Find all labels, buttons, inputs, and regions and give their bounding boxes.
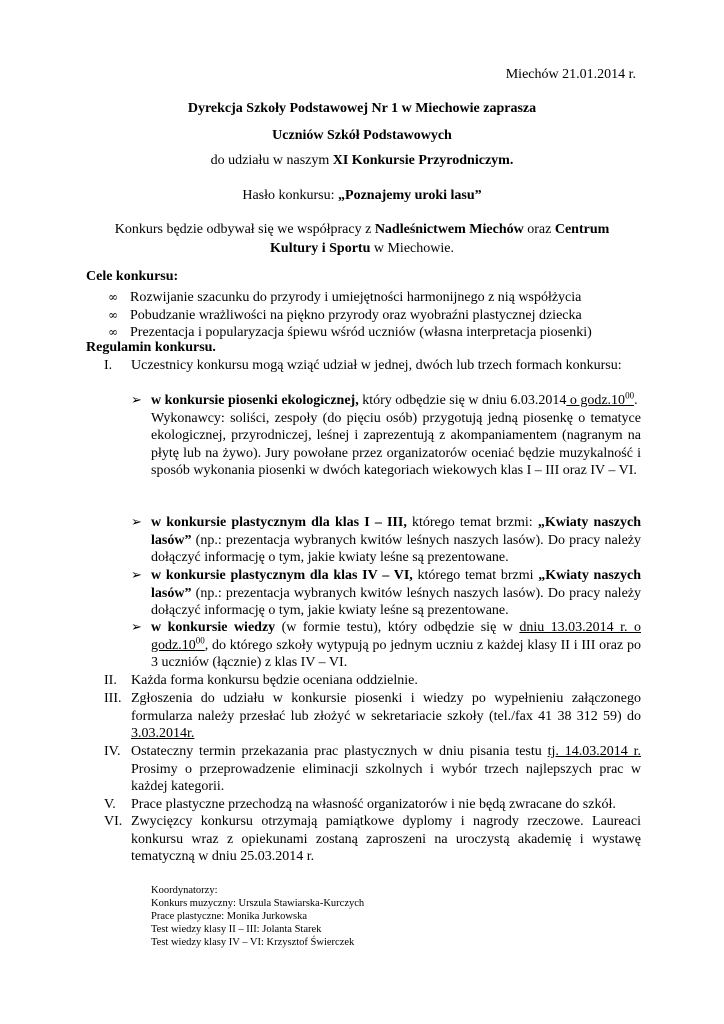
coordinator-item: Test wiedzy klasy IV – VI: Krzysztof Świerczek xyxy=(151,937,355,948)
rule-1-text xyxy=(131,357,641,375)
rule-4-body: Ostateczny termin przekazania prac plastycznych w dniu pisania testu xyxy=(131,744,548,759)
goals-heading: Cele konkursu: xyxy=(86,269,179,284)
arrow-bullet-icon: ➢ xyxy=(131,393,142,408)
art-4-6-topic: „Kwiaty naszych lasów” xyxy=(151,568,642,601)
knowledge-date-text: dniu 13.03.2014 r. o godz.10 xyxy=(151,620,641,653)
knowledge-text: (w formie testu), który odbędzie się w xyxy=(275,620,520,635)
rule-3-body: Zgłoszenia do udziału w konkursie piosenki i wiedzy po wypełnieniu załączonego formularza należy przesłać lub złożyć w sekretariacie szkoły (tel./fax 41 38 312 59) do xyxy=(131,691,641,724)
coop-text-2: oraz xyxy=(523,222,555,237)
invitation-line-3-text: do udziału w naszym xyxy=(210,153,333,168)
goal-text: Pobudzanie wrażliwości na piękno przyrody oraz wyobraźni plastycznej dziecka xyxy=(130,308,582,323)
goal-text: Rozwijanie szacunku do przyrody i umiejętności harmonijnego z nią współżycia xyxy=(130,290,582,305)
coordinator-item: Konkurs muzyczny: Urszula Stawiarska-Kurczych xyxy=(151,898,365,909)
motto-label: Hasło konkursu: xyxy=(242,188,339,203)
contest-name: XI Konkursie Przyrodniczym. xyxy=(332,153,514,168)
infinity-bullet-icon: ∞ xyxy=(108,290,118,304)
song-contest-details: Wykonawcy: soliści, zespoły (do pięciu osób) przygotują jedną piosenkę o tematyce ekologicznej, przyrodniczej, leśnej i zaprezentują z akompaniamentem (nagranym na płytę lub na żywo). Jury powołane przez organizatorów oceniać będzie muzykalność i sposób wykonania piosenki w dwóch kategoriach wiekowych klas I – III oraz IV – VI. xyxy=(151,410,641,478)
song-time-text: o godz.10 xyxy=(566,393,626,408)
goal-item xyxy=(108,323,592,341)
rule-number: I. xyxy=(104,358,113,373)
goal-item xyxy=(108,306,582,324)
rule-number: IV. xyxy=(104,744,121,759)
arrow-bullet-icon: ➢ xyxy=(131,620,142,635)
invitation-line-2: Uczniów Szkół Podstawowych xyxy=(272,128,452,143)
invitation-line-3 xyxy=(86,151,638,170)
registration-deadline: 3.03.2014r. xyxy=(131,726,195,741)
rules-heading: Regulamin konkursu. xyxy=(86,340,216,355)
rule-5-text: Prace plastyczne przechodzą na własność organizatorów i nie będą zwracane do szkół. xyxy=(131,797,616,812)
rule-number: II. xyxy=(104,673,117,688)
art-1-3-title: w konkursie plastycznym dla klas I – III, xyxy=(151,515,407,530)
art-4-6-text: którego temat brzmi xyxy=(412,568,539,583)
rule-number: III. xyxy=(104,691,122,706)
rule-1-body: Uczestnicy konkursu mogą wziąć udział w jednej, dwóch lub trzech formach konkursu: xyxy=(131,358,622,373)
motto-value: „Poznajemy uroki lasu” xyxy=(338,188,482,203)
arrow-bullet-icon: ➢ xyxy=(131,568,142,583)
coop-partner-2a: Centrum xyxy=(554,222,610,237)
coordinators-heading: Koordynatorzy: xyxy=(151,885,218,896)
contest-motto xyxy=(86,186,638,205)
rule-4-text xyxy=(131,743,641,796)
knowledge-time-sup: 00 xyxy=(195,634,205,645)
document-date: Miechów 21.01.2014 r. xyxy=(505,67,636,82)
rule-number: V. xyxy=(104,797,116,812)
contest-knowledge xyxy=(151,619,641,672)
coordinator-item: Prace plastyczne: Monika Jurkowska xyxy=(151,911,307,922)
coordinators-block xyxy=(151,884,364,949)
song-contest-time xyxy=(566,390,635,408)
coop-text-1: Konkurs będzie odbywał się we współpracy z xyxy=(114,222,375,237)
coordinator-item: Test wiedzy klasy II – III: Jolanta Starek xyxy=(151,924,322,935)
song-time-sup: 00 xyxy=(625,390,635,401)
art-deadline: tj. 14.03.2014 r. xyxy=(547,744,642,759)
goal-text: Prezentacja i popularyzacja śpiewu wśród uczniów (własna interpretacja piosenki) xyxy=(130,325,592,340)
cooperation-paragraph xyxy=(86,220,638,258)
song-contest-date: który odbędzie się w dniu 6.03.2014 xyxy=(358,393,567,408)
contest-art-1-3 xyxy=(151,514,641,567)
rule-3-text xyxy=(131,690,641,743)
rule-number: VI. xyxy=(104,814,123,829)
song-contest-title: w konkursie piosenki ekologicznej, xyxy=(151,393,359,408)
infinity-bullet-icon: ∞ xyxy=(108,308,118,322)
art-4-6-rest: (np.: prezentacja wybranych kwitów leśnych naszych lasów). Do pracy należy dołączyć informację o tym, jakie kwiaty leśne są prezentowane. xyxy=(151,585,641,618)
rule-4-rest: Prosimy o przeprowadzenie eliminacji szkolnych i wybór trzech najlepszych prac w każdej kategorii. xyxy=(131,761,641,794)
art-1-3-rest: (np.: prezentacja wybranych kwitów leśnych naszych lasów). Do pracy należy dołączyć informację o tym, jakie kwiaty leśne są prezentowane. xyxy=(151,532,641,565)
invitation-line-1: Dyrekcja Szkoły Podstawowej Nr 1 w Miechowie zaprasza xyxy=(187,101,537,116)
art-1-3-topic: „Kwiaty naszych lasów” xyxy=(151,515,641,548)
rule-6-text: Zwycięzcy konkursu otrzymają pamiątkowe dyplomy i nagrody rzeczowe. Laureaci konkursu wraz z opiekunami zostaną zaproszeni na uroczystą akademię i wystawę tematyczną w dniu 25.03.2014 r. xyxy=(131,814,641,864)
knowledge-title: w konkursie wiedzy xyxy=(151,620,276,635)
coop-partner-2b: Kultury i Sportu xyxy=(270,241,371,256)
coop-partner-1: Nadleśnictwem Miechów xyxy=(374,222,524,237)
rule-2-text: Każda forma konkursu będzie oceniana oddzielnie. xyxy=(131,673,418,688)
art-1-3-text: którego temat brzmi: xyxy=(406,515,538,530)
goal-item xyxy=(108,288,581,306)
art-4-6-title: w konkursie plastycznym dla klas IV – VI, xyxy=(151,568,413,583)
contest-song xyxy=(151,392,641,480)
knowledge-rest: , do którego szkoły wytypują po jednym uczniu z każdej klasy II i III oraz po 3 uczniów (łącznie) z klas IV – VI. xyxy=(151,637,641,670)
coop-text-3: w Miechowie. xyxy=(370,241,454,256)
infinity-bullet-icon: ∞ xyxy=(108,325,118,339)
contest-art-4-6 xyxy=(151,567,641,620)
song-end: . xyxy=(634,393,638,408)
arrow-bullet-icon: ➢ xyxy=(131,515,142,530)
